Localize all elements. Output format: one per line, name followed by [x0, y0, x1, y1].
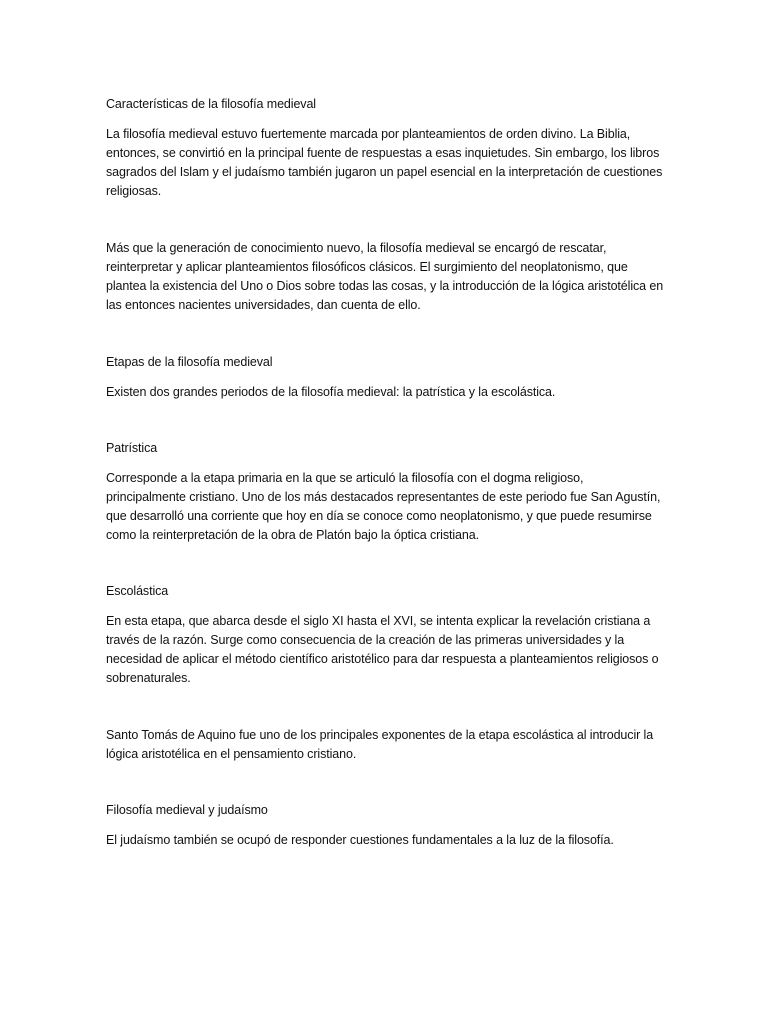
paragraph: Corresponde a la etapa primaria en la que se articuló la filosofía con el dogma religioso, principalmente cristiano. Uno de los más destacados representantes de este periodo fue San Agustín, que desarrolló una corriente que hoy en día se conoce como neoplatonismo, y que puede resumirse como la reinterpretación de la obra de Platón bajo la óptica cristiana.	[106, 471, 661, 542]
paragraph: La filosofía medieval estuvo fuertemente marcada por planteamientos de orden divino. La Biblia, entonces, se convirtió en la principal fuente de respuestas a esas inquietudes. Sin embargo, los libros sagrados del Islam y el judaísmo también jugaron un papel esencial en la interpretación de cuestiones religiosas.	[106, 127, 663, 198]
heading-escolastica: Escolástica	[106, 584, 169, 598]
paragraph: Más que la generación de conocimiento nuevo, la filosofía medieval se encargó de rescatar, reinterpretar y aplicar planteamientos filosóficos clásicos. El surgimiento del neoplatonismo, que plantea la existencia del Uno o Dios sobre todas las cosas, y la introducción de la lógica aristotélica en las entonces nacientes universidades, dan cuenta de ello.	[106, 241, 664, 312]
paragraph: Existen dos grandes periodos de la filosofía medieval: la patrística y la escolástica.	[106, 385, 556, 399]
spacer	[106, 764, 666, 801]
heading-patristica: Patrística	[106, 441, 158, 455]
spacer	[106, 402, 666, 439]
document-page	[106, 95, 666, 850]
spacer	[106, 315, 666, 353]
spacer	[106, 688, 666, 726]
spacer	[106, 545, 666, 582]
heading-etapas: Etapas de la filosofía medieval	[106, 355, 273, 369]
heading-caracteristicas: Características de la filosofía medieval	[106, 97, 316, 111]
paragraph: Santo Tomás de Aquino fue uno de los principales exponentes de la etapa escolástica al introducir la lógica aristotélica en el pensamiento cristiano.	[106, 728, 654, 761]
paragraph: En esta etapa, que abarca desde el siglo XI hasta el XVI, se intenta explicar la revelación cristiana a través de la razón. Surge como consecuencia de la creación de las primeras universidades y la necesidad de aplicar el método científico aristotélico para dar respuesta a planteamientos religiosos o sobrenaturales.	[106, 614, 659, 685]
spacer	[106, 201, 666, 239]
heading-judaismo: Filosofía medieval y judaísmo	[106, 803, 268, 817]
paragraph: El judaísmo también se ocupó de responder cuestiones fundamentales a la luz de la filosofía.	[106, 833, 614, 847]
